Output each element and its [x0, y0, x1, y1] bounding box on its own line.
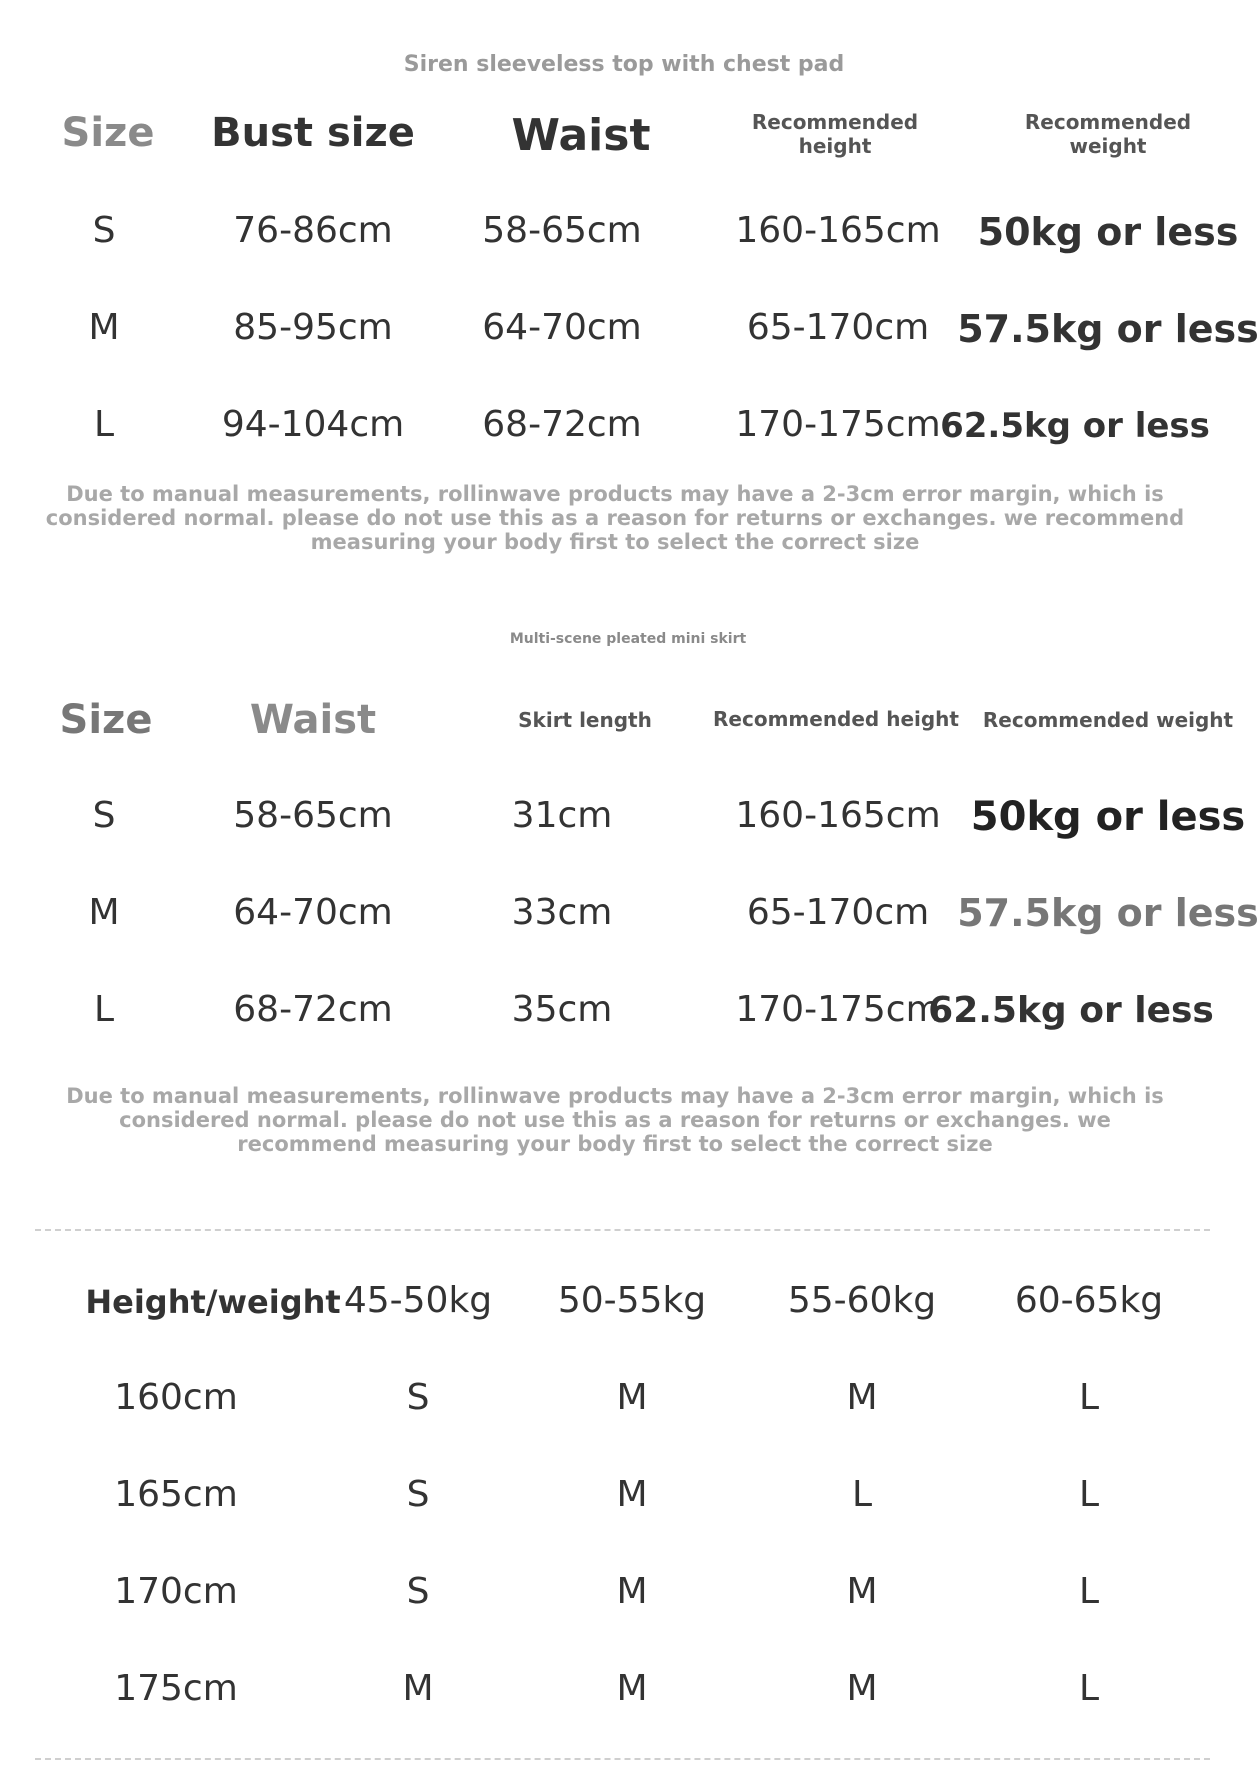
top-header-height: Recommended height: [751, 110, 919, 158]
skirt-row-size: L: [93, 989, 115, 1030]
hw-row-height: 165cm: [114, 1474, 238, 1515]
top-row-waist: 68-72cm: [482, 404, 642, 445]
hw-col-header: 55-60kg: [787, 1280, 937, 1321]
skirt-row-size: S: [92, 795, 116, 836]
hw-cell: L: [851, 1474, 873, 1515]
top-row-height: 170-175cm: [735, 404, 941, 445]
skirt-row-length: 31cm: [511, 795, 613, 836]
hw-col-header: 45-50kg: [343, 1280, 493, 1321]
hw-cell: S: [406, 1377, 430, 1418]
skirt-row-height: 65-170cm: [746, 892, 930, 933]
hw-cell: L: [1078, 1571, 1100, 1612]
hw-cell: L: [1078, 1668, 1100, 1709]
top-row-weight: 50kg or less: [977, 210, 1239, 254]
skirt-header-waist: Waist: [249, 697, 377, 743]
top-row-size: S: [92, 210, 116, 251]
skirt-table-title: Multi-scene pleated mini skirt: [509, 631, 747, 647]
skirt-row-weight: 50kg or less: [970, 794, 1246, 840]
top-header-waist: Waist: [511, 110, 651, 161]
top-row-waist: 64-70cm: [482, 307, 642, 348]
skirt-row-waist: 68-72cm: [233, 989, 393, 1030]
top-disclaimer: Due to manual measurements, rollinwave products may have a 2-3cm error margin, which is considered normal. please do not use this as a reason for returns or exchanges. we recommend measuring your body first to select the correct size: [45, 482, 1185, 554]
skirt-row-waist: 64-70cm: [233, 892, 393, 933]
hw-row-height: 170cm: [114, 1571, 238, 1612]
skirt-header-size: Size: [59, 697, 153, 743]
top-row-bust: 85-95cm: [233, 307, 393, 348]
top-row-size: L: [93, 404, 115, 445]
skirt-row-weight: 57.5kg or less: [957, 891, 1259, 935]
hw-cell: S: [406, 1474, 430, 1515]
top-header-bust: Bust size: [211, 110, 415, 156]
hw-cell: M: [616, 1377, 648, 1418]
skirt-header-height: Recommended height: [713, 707, 959, 731]
hw-cell: L: [1078, 1474, 1100, 1515]
skirt-header-weight: Recommended weight: [982, 708, 1234, 732]
hw-cell: S: [406, 1571, 430, 1612]
hw-cell: L: [1078, 1377, 1100, 1418]
top-row-size: M: [88, 307, 120, 348]
hw-cell: M: [616, 1571, 648, 1612]
hw-col-header: 50-55kg: [557, 1280, 707, 1321]
bottom-divider: [35, 1758, 1210, 1760]
top-row-height: 160-165cm: [735, 210, 941, 251]
hw-cell: M: [616, 1668, 648, 1709]
hw-cell: M: [846, 1377, 878, 1418]
top-row-weight: 62.5kg or less: [940, 406, 1210, 446]
top-header-weight: Recommended weight: [1024, 110, 1192, 158]
skirt-row-height: 160-165cm: [735, 795, 941, 836]
skirt-row-weight: 62.5kg or less: [928, 990, 1214, 1031]
skirt-row-length: 33cm: [511, 892, 613, 933]
hw-row-height: 175cm: [114, 1668, 238, 1709]
skirt-row-size: M: [88, 892, 120, 933]
hw-row-height: 160cm: [114, 1377, 238, 1418]
hw-cell: M: [616, 1474, 648, 1515]
hw-cell: M: [402, 1668, 434, 1709]
hw-col-header: 60-65kg: [1014, 1280, 1164, 1321]
top-row-height: 65-170cm: [746, 307, 930, 348]
top-table-title: Siren sleeveless top with chest pad: [403, 52, 845, 77]
top-row-weight: 57.5kg or less: [957, 307, 1259, 351]
skirt-row-height: 170-175cm: [735, 989, 941, 1030]
hw-corner-header: Height/weight: [85, 1283, 341, 1321]
skirt-row-waist: 58-65cm: [233, 795, 393, 836]
skirt-disclaimer: Due to manual measurements, rollinwave products may have a 2-3cm error margin, which is considered normal. please do not use this as a reason for returns or exchanges. we recommend measuring your body first to select the correct size: [66, 1084, 1164, 1156]
hw-cell: M: [846, 1668, 878, 1709]
top-header-size: Size: [61, 110, 155, 156]
skirt-row-length: 35cm: [511, 989, 613, 1030]
top-row-bust: 94-104cm: [221, 404, 405, 445]
top-row-bust: 76-86cm: [233, 210, 393, 251]
skirt-header-length: Skirt length: [518, 708, 652, 732]
section-divider: [35, 1229, 1210, 1231]
top-row-waist: 58-65cm: [482, 210, 642, 251]
hw-cell: M: [846, 1571, 878, 1612]
